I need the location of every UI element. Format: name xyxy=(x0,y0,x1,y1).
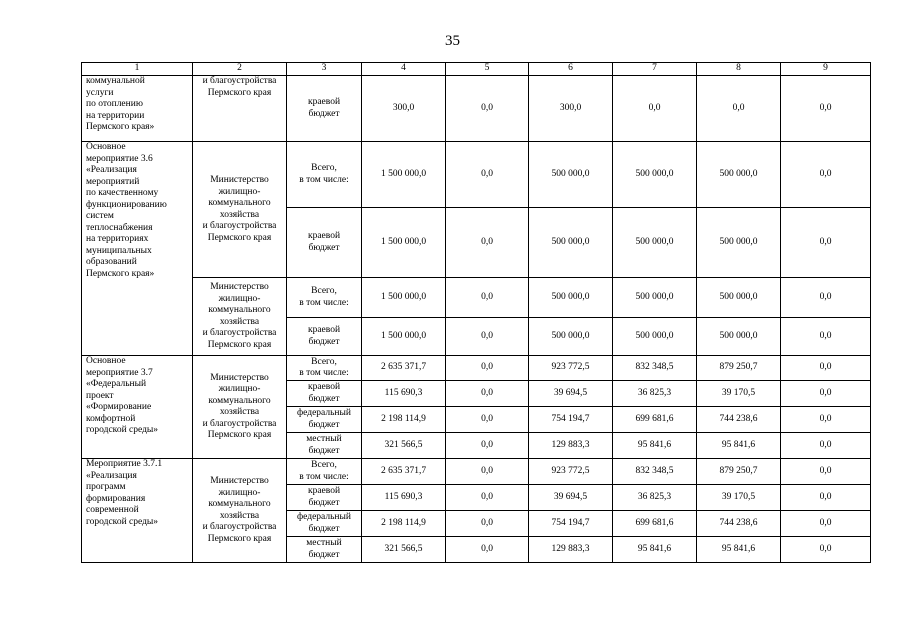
amount-cell: 39 694,5 xyxy=(529,485,613,511)
amount-cell: 500 000,0 xyxy=(697,208,781,278)
column-number-row xyxy=(82,63,871,76)
funding-source-cell: федеральный бюджет xyxy=(287,407,362,433)
amount-cell: 39 170,5 xyxy=(697,381,781,407)
column-number: 9 xyxy=(781,63,871,76)
amount-cell: 115 690,3 xyxy=(362,381,446,407)
amount-cell: 0,0 xyxy=(781,485,871,511)
amount-cell: 95 841,6 xyxy=(613,537,697,563)
amount-cell: 0,0 xyxy=(446,278,529,318)
event-name-cell: Основное мероприятие 3.7 «Федеральный проект «Формирование комфортной городской среды» xyxy=(82,356,193,459)
amount-cell: 0,0 xyxy=(781,381,871,407)
amount-cell: 321 566,5 xyxy=(362,433,446,459)
column-number: 8 xyxy=(697,63,781,76)
amount-cell: 500 000,0 xyxy=(529,318,613,356)
amount-cell: 500 000,0 xyxy=(697,278,781,318)
amount-cell: 39 170,5 xyxy=(697,485,781,511)
amount-cell: 879 250,7 xyxy=(697,356,781,381)
amount-cell: 832 348,5 xyxy=(613,459,697,485)
column-number: 4 xyxy=(362,63,446,76)
amount-cell: 500 000,0 xyxy=(613,318,697,356)
amount-cell: 500 000,0 xyxy=(613,278,697,318)
funding-source-cell: краевой бюджет xyxy=(287,208,362,278)
column-number: 7 xyxy=(613,63,697,76)
amount-cell: 1 500 000,0 xyxy=(362,318,446,356)
amount-cell: 500 000,0 xyxy=(529,142,613,208)
funding-source-cell: местный бюджет xyxy=(287,433,362,459)
amount-cell: 0,0 xyxy=(446,537,529,563)
amount-cell: 0,0 xyxy=(781,142,871,208)
amount-cell: 39 694,5 xyxy=(529,381,613,407)
funding-source-cell: Всего, в том числе: xyxy=(287,356,362,381)
amount-cell: 0,0 xyxy=(446,459,529,485)
amount-cell: 0,0 xyxy=(697,76,781,142)
amount-cell: 923 772,5 xyxy=(529,459,613,485)
responsible-cell: Министерство жилищно- коммунального хозяйства и благоустройства Пермского края xyxy=(193,142,287,278)
funding-source-cell: краевой бюджет xyxy=(287,318,362,356)
table-row xyxy=(82,459,871,485)
amount-cell: 0,0 xyxy=(781,208,871,278)
amount-cell: 754 194,7 xyxy=(529,511,613,537)
amount-cell: 0,0 xyxy=(781,433,871,459)
amount-cell: 0,0 xyxy=(781,278,871,318)
amount-cell: 0,0 xyxy=(446,407,529,433)
amount-cell: 0,0 xyxy=(781,537,871,563)
amount-cell: 744 238,6 xyxy=(697,511,781,537)
responsible-cell: Министерство жилищно- коммунального хозяйства и благоустройства Пермского края xyxy=(193,356,287,459)
amount-cell: 0,0 xyxy=(446,142,529,208)
amount-cell: 95 841,6 xyxy=(613,433,697,459)
amount-cell: 0,0 xyxy=(781,407,871,433)
event-name-cell: Мероприятие 3.7.1 «Реализация программ формирования современной городской среды» xyxy=(82,459,193,563)
amount-cell: 0,0 xyxy=(446,381,529,407)
amount-cell: 36 825,3 xyxy=(613,485,697,511)
amount-cell: 0,0 xyxy=(446,433,529,459)
amount-cell: 500 000,0 xyxy=(529,278,613,318)
amount-cell: 879 250,7 xyxy=(697,459,781,485)
amount-cell: 0,0 xyxy=(446,511,529,537)
amount-cell: 500 000,0 xyxy=(697,318,781,356)
amount-cell: 0,0 xyxy=(781,76,871,142)
amount-cell: 500 000,0 xyxy=(529,208,613,278)
funding-source-cell: федеральный бюджет xyxy=(287,511,362,537)
amount-cell: 699 681,6 xyxy=(613,407,697,433)
amount-cell: 2 635 371,7 xyxy=(362,459,446,485)
amount-cell: 0,0 xyxy=(446,208,529,278)
column-number: 2 xyxy=(193,63,287,76)
event-name-cell: Основное мероприятие 3.6 «Реализация мероприятий по качественному функционированию систем теплоснабжения на территориях муниципальных образований Пермского края» xyxy=(82,142,193,356)
amount-cell: 95 841,6 xyxy=(697,433,781,459)
page-number: 35 xyxy=(445,33,460,49)
responsible-cell: Министерство жилищно- коммунального хозяйства и благоустройства Пермского края xyxy=(193,459,287,563)
amount-cell: 0,0 xyxy=(446,485,529,511)
funding-source-cell: Всего, в том числе: xyxy=(287,142,362,208)
amount-cell: 0,0 xyxy=(446,356,529,381)
amount-cell: 129 883,3 xyxy=(529,433,613,459)
table-row xyxy=(82,76,871,142)
table-row xyxy=(82,142,871,208)
responsible-cell: и благоустройства Пермского края xyxy=(193,76,287,142)
amount-cell: 2 198 114,9 xyxy=(362,407,446,433)
amount-cell: 95 841,6 xyxy=(697,537,781,563)
amount-cell: 0,0 xyxy=(781,511,871,537)
amount-cell: 300,0 xyxy=(529,76,613,142)
amount-cell: 1 500 000,0 xyxy=(362,208,446,278)
amount-cell: 0,0 xyxy=(446,76,529,142)
amount-cell: 500 000,0 xyxy=(613,142,697,208)
table-row xyxy=(82,278,871,318)
amount-cell: 1 500 000,0 xyxy=(362,278,446,318)
amount-cell: 0,0 xyxy=(781,318,871,356)
amount-cell: 923 772,5 xyxy=(529,356,613,381)
funding-source-cell: краевой бюджет xyxy=(287,76,362,142)
amount-cell: 832 348,5 xyxy=(613,356,697,381)
amount-cell: 699 681,6 xyxy=(613,511,697,537)
amount-cell: 744 238,6 xyxy=(697,407,781,433)
amount-cell: 2 635 371,7 xyxy=(362,356,446,381)
funding-source-cell: местный бюджет xyxy=(287,537,362,563)
amount-cell: 0,0 xyxy=(613,76,697,142)
amount-cell: 321 566,5 xyxy=(362,537,446,563)
table-row xyxy=(82,356,871,381)
amount-cell: 754 194,7 xyxy=(529,407,613,433)
column-number: 5 xyxy=(446,63,529,76)
funding-source-cell: краевой бюджет xyxy=(287,381,362,407)
budget-table xyxy=(81,62,871,563)
amount-cell: 129 883,3 xyxy=(529,537,613,563)
column-number: 6 xyxy=(529,63,613,76)
responsible-cell: Министерство жилищно- коммунального хозяйства и благоустройства Пермского края xyxy=(193,278,287,356)
amount-cell: 2 198 114,9 xyxy=(362,511,446,537)
amount-cell: 500 000,0 xyxy=(697,142,781,208)
event-name-cell: коммунальной услуги по отоплению на территории Пермского края» xyxy=(82,76,193,142)
amount-cell: 300,0 xyxy=(362,76,446,142)
amount-cell: 0,0 xyxy=(446,318,529,356)
amount-cell: 115 690,3 xyxy=(362,485,446,511)
amount-cell: 0,0 xyxy=(781,356,871,381)
amount-cell: 0,0 xyxy=(781,459,871,485)
funding-source-cell: краевой бюджет xyxy=(287,485,362,511)
column-number: 3 xyxy=(287,63,362,76)
funding-source-cell: Всего, в том числе: xyxy=(287,278,362,318)
funding-source-cell: Всего, в том числе: xyxy=(287,459,362,485)
amount-cell: 36 825,3 xyxy=(613,381,697,407)
amount-cell: 1 500 000,0 xyxy=(362,142,446,208)
amount-cell: 500 000,0 xyxy=(613,208,697,278)
column-number: 1 xyxy=(82,63,193,76)
